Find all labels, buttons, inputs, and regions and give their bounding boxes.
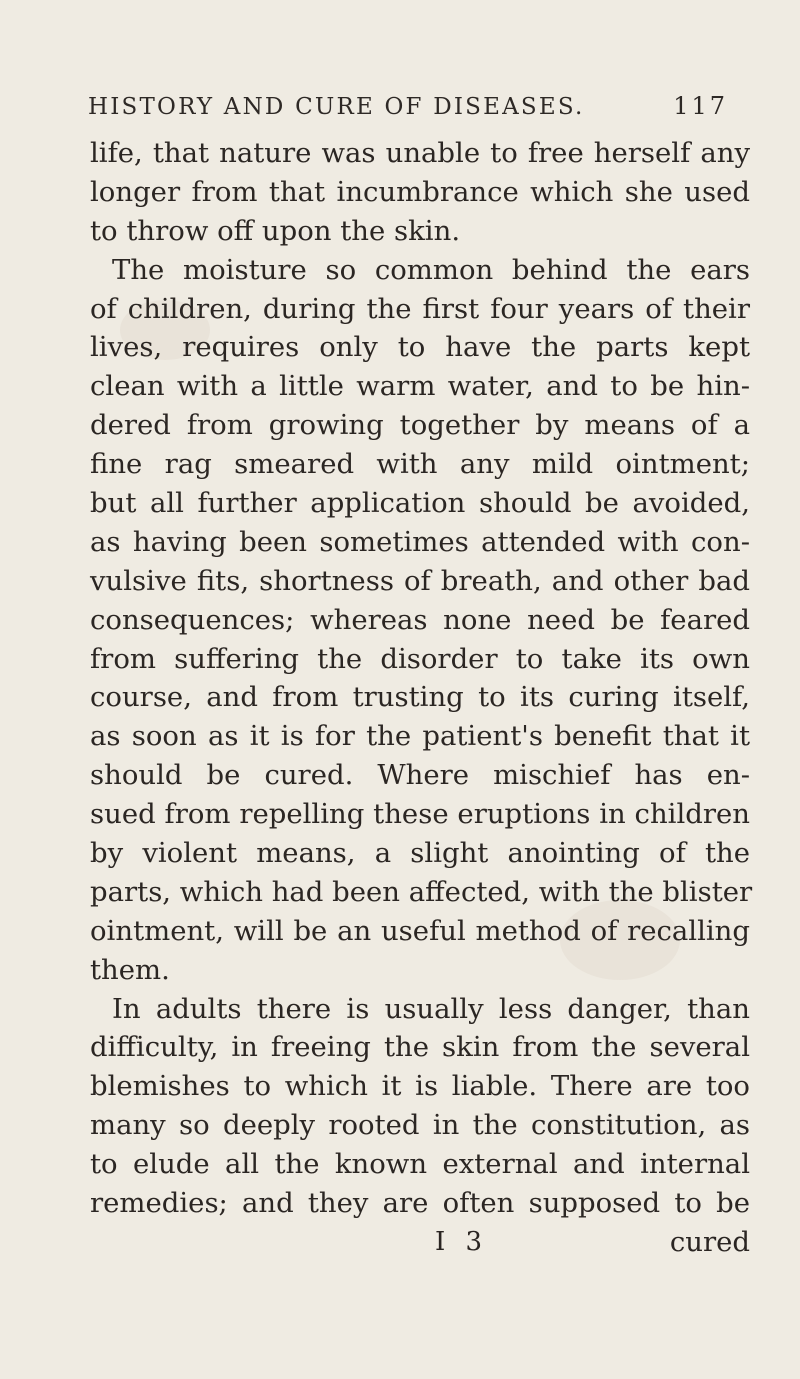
- text-line: to throw off upon the skin.: [90, 214, 461, 247]
- text-line: The moisture so common behind the ears: [112, 253, 750, 286]
- text-line: vulsive fits, shortness of breath, and other bad: [90, 564, 750, 597]
- running-head: [88, 82, 728, 122]
- text-line: of children, during the first four years of their: [90, 292, 750, 325]
- body-text: [90, 134, 753, 1262]
- text-line: many so deeply rooted in the constitution, as: [90, 1109, 750, 1142]
- text-line: them.: [90, 953, 170, 986]
- page-number: 117: [673, 92, 728, 120]
- text-line: fine rag smeared with any mild ointment;: [90, 448, 750, 481]
- text-line: as having been sometimes attended with con-: [90, 525, 750, 558]
- catchword: cured: [669, 1225, 750, 1258]
- text-line: life, that nature was unable to free herself any: [90, 137, 750, 169]
- text-line: lives, requires only to have the parts kept: [90, 331, 750, 364]
- text-line: course, and from trusting to its curing itself,: [90, 681, 750, 714]
- text-line: sued from repelling these eruptions in children: [90, 798, 750, 831]
- page-footer: [90, 1223, 750, 1262]
- running-title: HISTORY AND CURE OF DISEASES.: [88, 94, 585, 120]
- signature-mark: I 3: [435, 1226, 489, 1257]
- text-line: In adults there is usually less danger, than: [112, 992, 750, 1025]
- text-line: consequences; whereas none need be feared: [90, 603, 750, 636]
- text-line: longer from that incumbrance which she used: [90, 175, 750, 208]
- text-line: ointment, will be an useful method of recalling: [90, 914, 750, 947]
- text-line: by violent means, a slight anointing of the: [90, 837, 750, 870]
- text-line: from suffering the disorder to take its own: [90, 642, 750, 675]
- text-line: blemishes to which it is liable. There are too: [90, 1070, 750, 1103]
- text-line: should be cured. Where mischief has en-: [90, 759, 750, 792]
- text-line: parts, which had been affected, with the blister: [90, 875, 753, 908]
- text-line: dered from growing together by means of a: [90, 409, 750, 442]
- text-line: as soon as it is for the patient's benefit that it: [90, 720, 750, 753]
- text-line: difficulty, in freeing the skin from the several: [90, 1031, 750, 1064]
- text-line: clean with a little warm water, and to be hin-: [90, 370, 750, 403]
- text-line: remedies; and they are often supposed to be: [90, 1187, 750, 1220]
- text-line: to elude all the known external and internal: [90, 1148, 750, 1181]
- text-line: but all further application should be avoided,: [90, 487, 750, 520]
